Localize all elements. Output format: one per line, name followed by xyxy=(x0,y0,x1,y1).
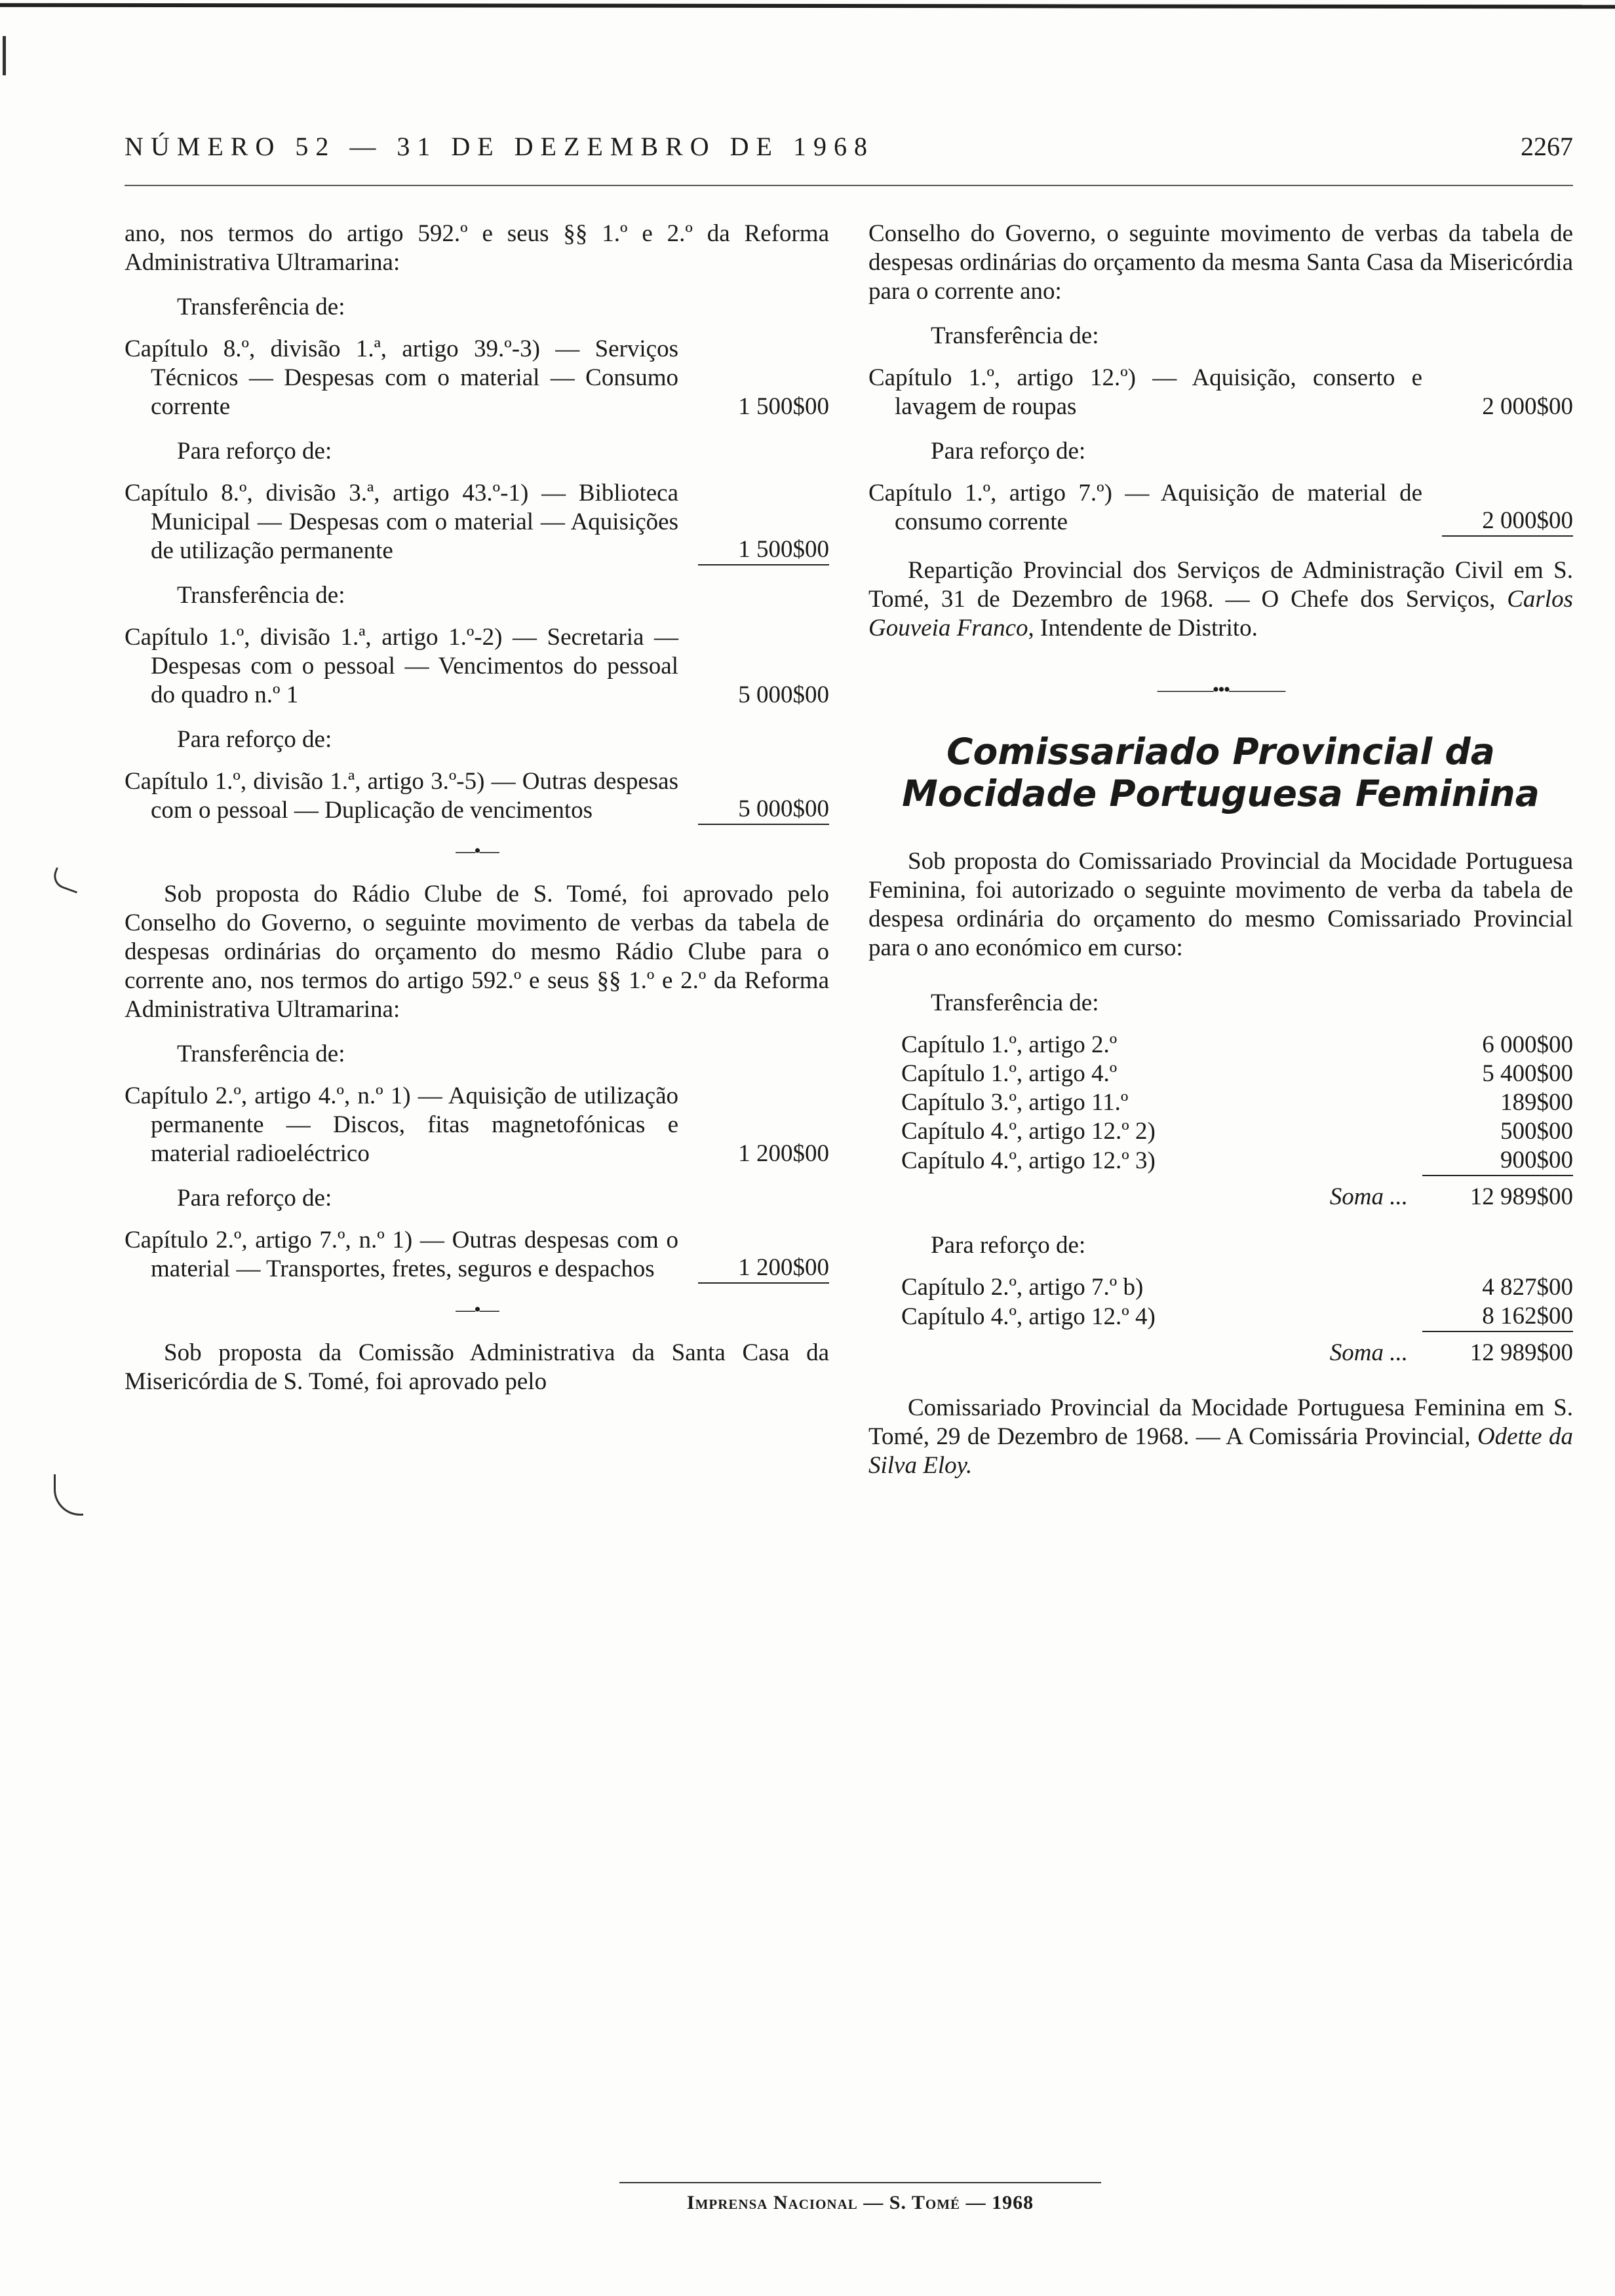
budget-entry xyxy=(125,767,829,825)
transfer-block xyxy=(868,322,1573,537)
table-row xyxy=(901,1060,1573,1088)
sum-label: Soma ... xyxy=(1329,1183,1408,1210)
signatory-name: Odette da Silva Eloy. xyxy=(868,1423,1574,1479)
entry-amount: 1 200$00 xyxy=(738,1140,829,1167)
row-label: Capítulo 3.º, artigo 11.º xyxy=(901,1089,1129,1116)
entry-amount: 5 000$00 xyxy=(698,795,829,825)
signature-text: Comissariado Provincial da Mocidade Portuguesa Feminina em S. Tomé, 29 de Dezembro de 1968. — A Comissária Provincial, xyxy=(868,1394,1573,1450)
budget-entry xyxy=(868,364,1573,421)
reinforcement-label: Para reforço de: xyxy=(177,726,332,753)
row-amount: 4 827$00 xyxy=(1482,1274,1573,1301)
row-amount: 5 400$00 xyxy=(1482,1060,1573,1087)
section-separator: ———•••——— xyxy=(1157,679,1285,700)
left-column xyxy=(125,220,829,1396)
signature-text: , Intendente de Distrito. xyxy=(1028,615,1258,641)
row-label: Capítulo 4.º, artigo 12.º 3) xyxy=(901,1147,1156,1174)
table-row xyxy=(901,1117,1573,1146)
budget-entry xyxy=(125,1226,829,1284)
signatory-name: Carlos Gouveia Franco xyxy=(868,586,1573,641)
transfer-label: Transferência de: xyxy=(931,322,1099,349)
sum-row xyxy=(901,1176,1573,1212)
row-label: Capítulo 4.º, artigo 12.º 4) xyxy=(901,1303,1156,1330)
page-footer: Imprensa Nacional — S. Tomé — 1968 xyxy=(686,2192,1034,2213)
reinforcement-label: Para reforço de: xyxy=(931,438,1086,465)
section-separator: —•— xyxy=(456,840,498,862)
paragraph: ano, nos termos do artigo 592.º e seus §§ 1.º e 2.º da Reforma Administrativa Ultramarina: xyxy=(125,220,829,276)
row-label: Capítulo 1.º, artigo 2.º xyxy=(901,1031,1118,1058)
transfer-label: Transferência de: xyxy=(177,1041,345,1067)
paragraph: Sob proposta do Comissariado Provincial da Mocidade Portuguesa Feminina, foi autorizado o seguinte movimento de verba da tabela de despesa ordinária do orçamento do mesmo Comissariado Provincial para o ano económico em curso: xyxy=(868,848,1573,961)
transfer-label: Transferência de: xyxy=(177,294,345,320)
paragraph: Sob proposta do Rádio Clube de S. Tomé, foi aprovado pelo Conselho do Governo, o seguinte movimento de verbas da tabela de despesas ordinárias do orçamento do mesmo Rádio Clube para o corrente ano, nos termos do artigo 592.º e seus §§ 1.º e 2.º da Reforma Administrativa Ultramarina: xyxy=(125,881,829,1023)
section-separator: —•— xyxy=(456,1299,498,1320)
row-label: Capítulo 1.º, artigo 4.º xyxy=(901,1060,1118,1087)
sum-amount: 12 989$00 xyxy=(1469,1339,1573,1366)
budget-entry xyxy=(125,1082,829,1168)
transfer-block xyxy=(125,581,829,825)
transfer-block xyxy=(125,293,829,565)
entry-text: Capítulo 2.º, artigo 4.º, n.º 1) — Aquisição de utilização permanente — Discos, fitas magnetofónicas e material radioeléctrico xyxy=(125,1082,678,1167)
entry-text: Capítulo 1.º, artigo 7.º) — Aquisição de material de consumo corrente xyxy=(868,480,1422,535)
section-title: Comissariado Provincial da Mocidade Portuguesa Feminina xyxy=(902,731,1540,814)
scan-edge-line xyxy=(0,3,1615,9)
entry-amount: 1 200$00 xyxy=(698,1253,829,1284)
transfer-block xyxy=(125,1040,829,1284)
budget-entry xyxy=(125,335,829,421)
sum-amount: 12 989$00 xyxy=(1469,1183,1573,1210)
sum-row xyxy=(901,1331,1573,1368)
entry-text: Capítulo 2.º, artigo 7.º, n.º 1) — Outras despesas com o material — Transportes, fretes, seguros e despachos xyxy=(125,1227,678,1282)
row-amount: 6 000$00 xyxy=(1482,1031,1573,1058)
page-header xyxy=(125,131,1573,170)
margin-pen-mark xyxy=(54,1474,83,1516)
table-row xyxy=(901,1031,1573,1060)
sum-label: Soma ... xyxy=(1329,1339,1408,1366)
reinforcement-label: Para reforço de: xyxy=(931,1232,1086,1259)
row-amount: 189$00 xyxy=(1500,1089,1573,1116)
table-row xyxy=(901,1302,1573,1331)
entry-text: Capítulo 8.º, divisão 1.ª, artigo 39.º-3) — Serviços Técnicos — Despesas com o material — Consumo corrente xyxy=(125,335,678,420)
reinforcement-label: Para reforço de: xyxy=(177,1185,332,1212)
footer-rule xyxy=(619,2182,1101,2183)
scan-edge-mark xyxy=(3,36,6,75)
header-rule xyxy=(125,185,1573,186)
transfer-label: Transferência de: xyxy=(931,989,1099,1016)
table-row xyxy=(901,1273,1573,1302)
table-row xyxy=(901,1088,1573,1117)
entry-amount: 2 000$00 xyxy=(1442,507,1573,537)
entry-text: Capítulo 8.º, divisão 3.ª, artigo 43.º-1) — Biblioteca Municipal — Despesas com o material — Aquisições de utilização permanente xyxy=(125,480,678,564)
table-row xyxy=(901,1146,1573,1176)
right-column xyxy=(868,220,1573,1480)
row-label: Capítulo 2.º, artigo 7.º b) xyxy=(901,1274,1144,1301)
reinforcement-label: Para reforço de: xyxy=(177,438,332,465)
transfer-label: Transferência de: xyxy=(177,582,345,609)
row-amount: 900$00 xyxy=(1422,1146,1573,1176)
row-amount: 500$00 xyxy=(1500,1118,1573,1145)
margin-pen-mark xyxy=(50,867,83,893)
reinforcement-table xyxy=(901,1273,1573,1368)
entry-text: Capítulo 1.º, artigo 12.º) — Aquisição, conserto e lavagem de roupas xyxy=(868,364,1422,420)
entry-amount: 1 500$00 xyxy=(738,393,829,420)
budget-entry xyxy=(125,623,829,710)
signature-text: Repartição Provincial dos Serviços de Administração Civil em S. Tomé, 31 de Dezembro de 1968. — O Chefe dos Serviços, xyxy=(868,557,1573,613)
row-amount: 8 162$00 xyxy=(1422,1302,1573,1331)
entry-text: Capítulo 1.º, divisão 1.ª, artigo 3.º-5) — Outras despesas com o pessoal — Duplicação de vencimentos xyxy=(125,768,678,824)
entry-amount: 5 000$00 xyxy=(738,681,829,708)
paragraph: Conselho do Governo, o seguinte movimento de verbas da tabela de despesas ordinárias do orçamento da mesma Santa Casa da Misericórdia para o corrente ano: xyxy=(868,220,1573,305)
entry-amount: 2 000$00 xyxy=(1482,393,1573,420)
entry-amount: 1 500$00 xyxy=(698,535,829,565)
entry-text: Capítulo 1.º, divisão 1.ª, artigo 1.º-2) — Secretaria — Despesas com o pessoal — Vencimentos do pessoal do quadro n.º 1 xyxy=(125,624,678,708)
header-title: NÚMERO 52 — 31 DE DEZEMBRO DE 1968 xyxy=(125,132,874,161)
page-number: 2267 xyxy=(1521,132,1573,161)
row-label: Capítulo 4.º, artigo 12.º 2) xyxy=(901,1118,1156,1145)
budget-entry xyxy=(125,479,829,565)
paragraph: Sob proposta da Comissão Administrativa da Santa Casa da Misericórdia de S. Tomé, foi aprovado pelo xyxy=(125,1339,829,1395)
signature-paragraph xyxy=(868,556,1573,643)
signature-paragraph xyxy=(868,1394,1573,1480)
budget-entry xyxy=(868,479,1573,537)
transfer-table xyxy=(901,1031,1573,1212)
